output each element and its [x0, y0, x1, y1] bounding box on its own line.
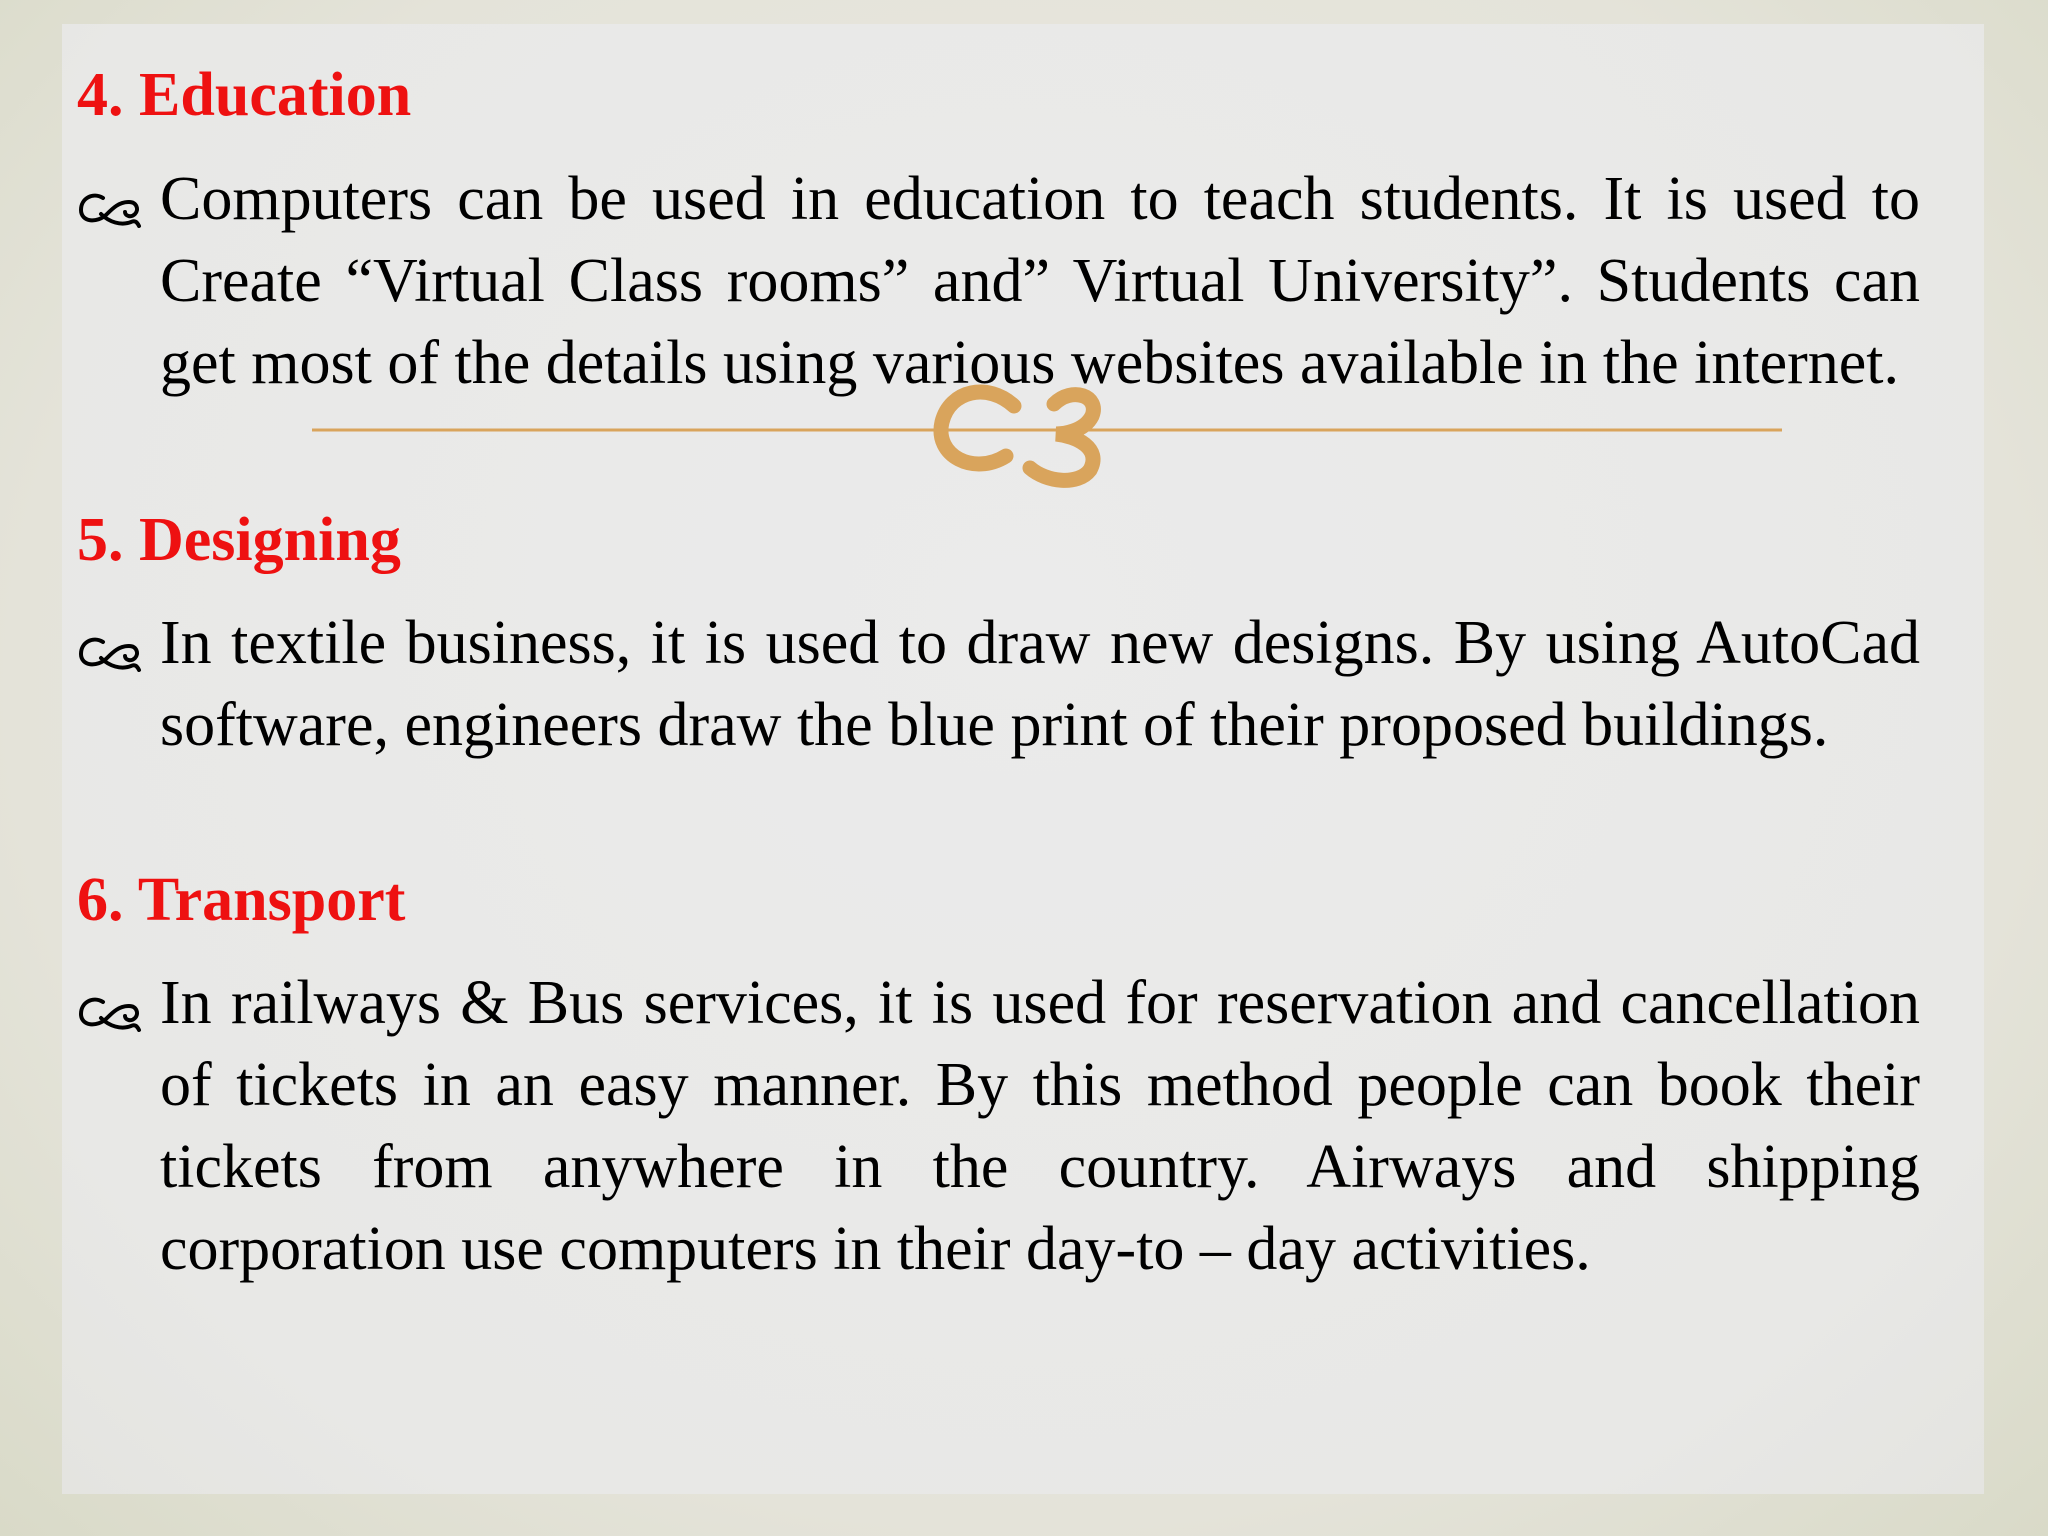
bullet-text-education: Computers can be used in education to teach students. It is used to Create “Virtual Class rooms” and” Virtual University”. Students can get most of the details using various websites available in the internet. [160, 165, 1920, 397]
bullet-item-transport [77, 962, 1920, 1290]
section-heading-education: 4. Education [77, 61, 412, 129]
bullet-item-designing [77, 602, 1920, 766]
bullet-text-designing: In textile business, it is used to draw new designs. By using AutoCad software, engineers draw the blue print of their proposed buildings. [160, 609, 1920, 759]
section-heading-designing: 5. Designing [77, 506, 401, 574]
slide [62, 24, 1984, 1494]
scroll-curl-bullet-icon [77, 632, 143, 672]
section-heading-transport: 6. Transport [77, 866, 406, 934]
bullet-item-education [77, 158, 1920, 404]
scroll-curl-bullet-icon [77, 188, 143, 228]
bullet-text-transport: In railways & Bus services, it is used for reservation and cancellation of tickets in an easy manner. By this method people can book their tickets from anywhere in the country. Airways and shipping corporation use computers in their day-to – day activities. [160, 969, 1920, 1283]
scroll-curl-bullet-icon [77, 992, 143, 1032]
